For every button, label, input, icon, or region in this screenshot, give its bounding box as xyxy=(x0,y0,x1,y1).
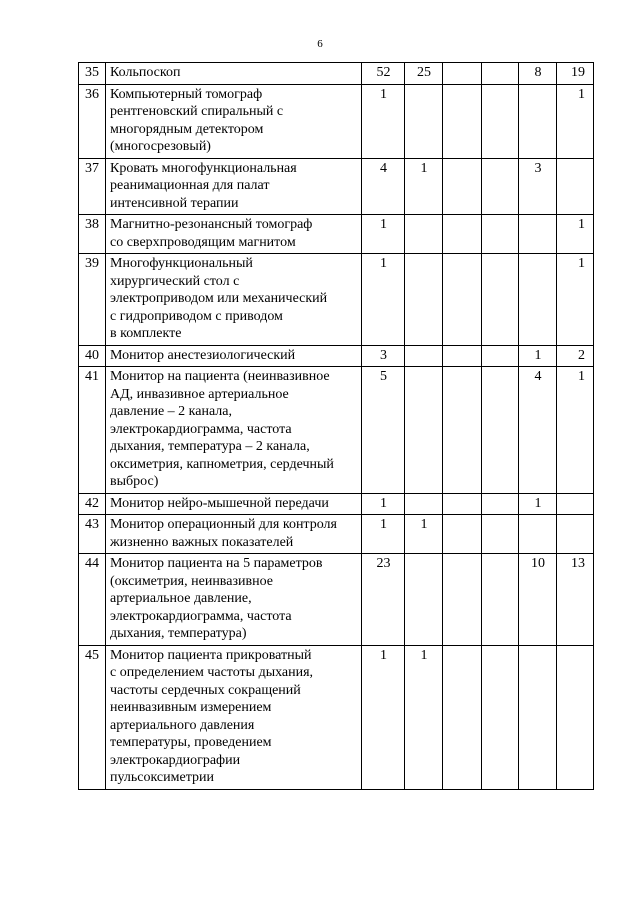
row-number: 36 xyxy=(79,84,106,158)
row-number: 44 xyxy=(79,554,106,646)
quantity-cell-5: 4 xyxy=(519,367,557,494)
table-row xyxy=(79,254,594,346)
quantity-cell-2 xyxy=(405,493,443,515)
quantity-cell-2 xyxy=(405,254,443,346)
quantity-cell-1: 5 xyxy=(362,367,405,494)
quantity-cell-1: 1 xyxy=(362,215,405,254)
quantity-cell-6: 13 xyxy=(557,554,594,646)
equipment-name: Кровать многофункциональная реанимационная для палат интенсивной терапии xyxy=(106,158,362,215)
quantity-cell-4 xyxy=(482,84,519,158)
quantity-cell-3 xyxy=(443,493,482,515)
quantity-cell-6 xyxy=(557,493,594,515)
equipment-name: Монитор пациента прикроватный с определением частоты дыхания, частоты сердечных сокращений неинвазивным измерением артериального давления температуры, проведением электрокардиографии пульсоксиметрии xyxy=(106,645,362,789)
equipment-name: Кольпоскоп xyxy=(106,63,362,85)
quantity-cell-4 xyxy=(482,158,519,215)
quantity-cell-5 xyxy=(519,515,557,554)
quantity-cell-2: 1 xyxy=(405,515,443,554)
table-row xyxy=(79,345,594,367)
row-number: 35 xyxy=(79,63,106,85)
quantity-cell-3 xyxy=(443,84,482,158)
quantity-cell-6: 2 xyxy=(557,345,594,367)
quantity-cell-4 xyxy=(482,63,519,85)
quantity-cell-6: 1 xyxy=(557,84,594,158)
quantity-cell-2 xyxy=(405,84,443,158)
row-number: 41 xyxy=(79,367,106,494)
quantity-cell-1: 3 xyxy=(362,345,405,367)
quantity-cell-1: 1 xyxy=(362,515,405,554)
table-row xyxy=(79,158,594,215)
table-row xyxy=(79,367,594,494)
quantity-cell-6: 1 xyxy=(557,367,594,494)
quantity-cell-4 xyxy=(482,554,519,646)
table-row xyxy=(79,554,594,646)
row-number: 43 xyxy=(79,515,106,554)
quantity-cell-1: 4 xyxy=(362,158,405,215)
equipment-name: Монитор операционный для контроля жизненно важных показателей xyxy=(106,515,362,554)
quantity-cell-4 xyxy=(482,215,519,254)
quantity-cell-6: 19 xyxy=(557,63,594,85)
table-row xyxy=(79,63,594,85)
quantity-cell-4 xyxy=(482,515,519,554)
row-number: 37 xyxy=(79,158,106,215)
equipment-table xyxy=(78,62,594,790)
quantity-cell-6: 1 xyxy=(557,215,594,254)
quantity-cell-4 xyxy=(482,254,519,346)
quantity-cell-4 xyxy=(482,645,519,789)
quantity-cell-2: 1 xyxy=(405,645,443,789)
row-number: 42 xyxy=(79,493,106,515)
quantity-cell-6 xyxy=(557,158,594,215)
quantity-cell-2 xyxy=(405,215,443,254)
quantity-cell-5 xyxy=(519,645,557,789)
quantity-cell-3 xyxy=(443,215,482,254)
quantity-cell-5: 3 xyxy=(519,158,557,215)
row-number: 45 xyxy=(79,645,106,789)
quantity-cell-1: 1 xyxy=(362,254,405,346)
row-number: 40 xyxy=(79,345,106,367)
equipment-name: Монитор нейро-мышечной передачи xyxy=(106,493,362,515)
quantity-cell-5 xyxy=(519,84,557,158)
quantity-cell-2 xyxy=(405,554,443,646)
quantity-cell-2 xyxy=(405,345,443,367)
quantity-cell-3 xyxy=(443,63,482,85)
table-row xyxy=(79,493,594,515)
quantity-cell-2: 1 xyxy=(405,158,443,215)
quantity-cell-3 xyxy=(443,345,482,367)
quantity-cell-4 xyxy=(482,345,519,367)
row-number: 38 xyxy=(79,215,106,254)
quantity-cell-5: 10 xyxy=(519,554,557,646)
quantity-cell-6: 1 xyxy=(557,254,594,346)
quantity-cell-3 xyxy=(443,645,482,789)
row-number: 39 xyxy=(79,254,106,346)
quantity-cell-3 xyxy=(443,554,482,646)
quantity-cell-1: 1 xyxy=(362,645,405,789)
quantity-cell-3 xyxy=(443,158,482,215)
quantity-cell-5: 8 xyxy=(519,63,557,85)
equipment-name: Магнитно-резонансный томограф со сверхпроводящим магнитом xyxy=(106,215,362,254)
quantity-cell-5 xyxy=(519,215,557,254)
quantity-cell-4 xyxy=(482,493,519,515)
equipment-name: Монитор на пациента (неинвазивное АД, инвазивное артериальное давление – 2 канала, электрокардиограмма, частота дыхания, температура – 2 канала, оксиметрия, капнометрия, сердечный выброс) xyxy=(106,367,362,494)
page-number: 6 xyxy=(317,38,323,50)
equipment-name: Монитор анестезиологический xyxy=(106,345,362,367)
equipment-name: Монитор пациента на 5 параметров (оксиметрия, неинвазивное артериальное давление, электрокардиограмма, частота дыхания, температура) xyxy=(106,554,362,646)
equipment-name: Компьютерный томограф рентгеновский спиральный с многорядным детектором (многосрезовый) xyxy=(106,84,362,158)
quantity-cell-5 xyxy=(519,254,557,346)
quantity-cell-6 xyxy=(557,515,594,554)
quantity-cell-1: 52 xyxy=(362,63,405,85)
table-row xyxy=(79,515,594,554)
quantity-cell-5: 1 xyxy=(519,345,557,367)
quantity-cell-1: 1 xyxy=(362,84,405,158)
table-row xyxy=(79,645,594,789)
quantity-cell-1: 23 xyxy=(362,554,405,646)
quantity-cell-4 xyxy=(482,367,519,494)
quantity-cell-3 xyxy=(443,254,482,346)
equipment-name: Многофункциональный хирургический стол с электроприводом или механический с гидроприводом с приводом в комплекте xyxy=(106,254,362,346)
table-row xyxy=(79,215,594,254)
quantity-cell-2: 25 xyxy=(405,63,443,85)
quantity-cell-5: 1 xyxy=(519,493,557,515)
quantity-cell-1: 1 xyxy=(362,493,405,515)
quantity-cell-2 xyxy=(405,367,443,494)
quantity-cell-6 xyxy=(557,645,594,789)
table-row xyxy=(79,84,594,158)
quantity-cell-3 xyxy=(443,367,482,494)
quantity-cell-3 xyxy=(443,515,482,554)
table-body xyxy=(79,63,594,790)
